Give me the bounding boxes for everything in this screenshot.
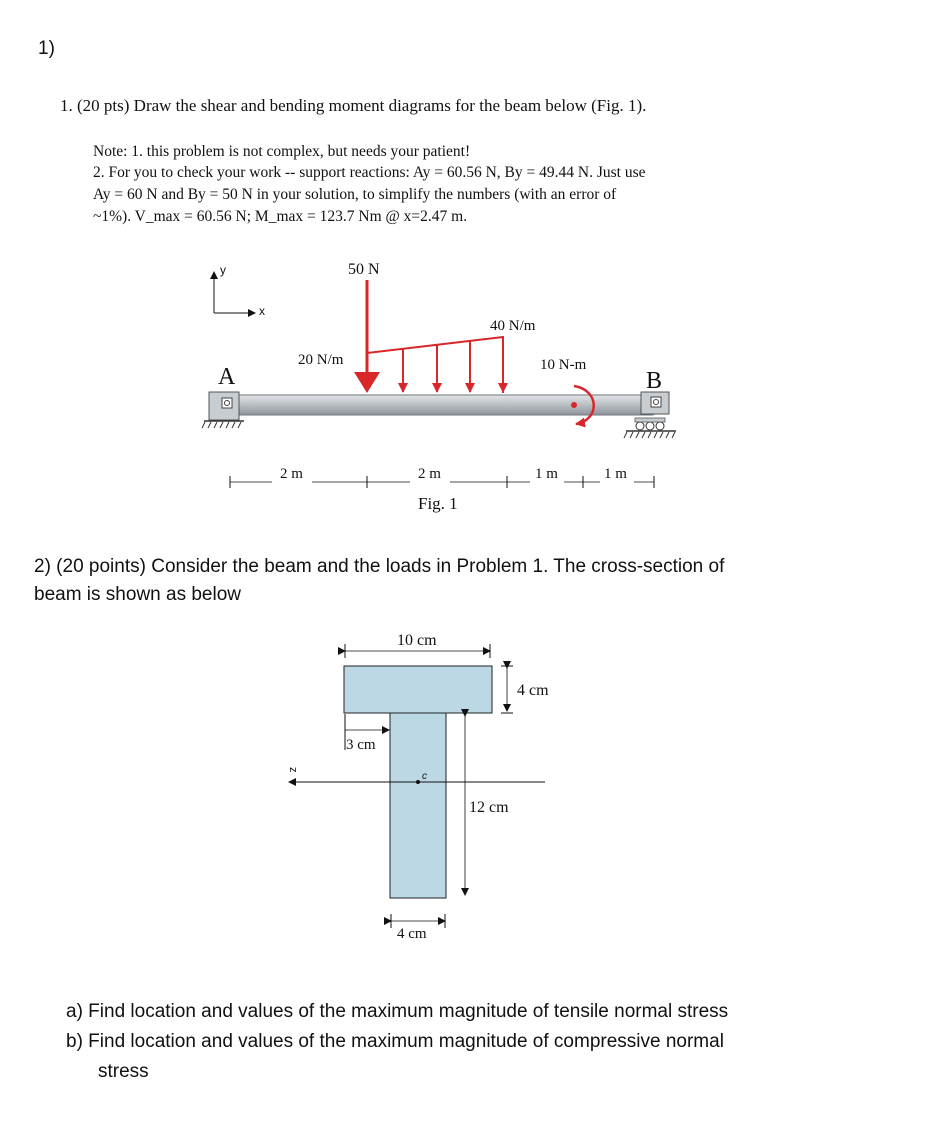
point-load-label: 50 N <box>348 261 380 278</box>
support-b-label: B <box>646 368 663 394</box>
point-load-arrow <box>354 280 380 393</box>
distributed-load <box>367 337 503 393</box>
web-offset-label: 3 cm <box>346 737 376 753</box>
centroid-label: c <box>422 771 427 782</box>
dim-label-2: 2 m <box>418 466 441 482</box>
pin-support-a <box>202 392 244 428</box>
problem-2-line-1: 2) (20 points) Consider the beam and the loads in Problem 1. The cross-section of <box>34 556 725 577</box>
coordinate-axes-icon <box>214 263 265 318</box>
flange-width-label: 10 cm <box>397 632 437 649</box>
web <box>390 713 446 898</box>
fig1-beam-diagram <box>202 261 676 513</box>
question-number-1: 1) <box>38 38 55 59</box>
note-line-1: Note: 1. this problem is not complex, but needs your patient! <box>93 143 471 160</box>
note-line-2: 2. For you to check your work -- support reactions: Ay = 60.56 N, By = 49.44 N. Just use <box>93 164 646 181</box>
flange-thickness-label: 4 cm <box>517 682 549 699</box>
question-b: b) Find location and values of the maximum magnitude of compressive normal <box>66 1031 724 1052</box>
fig1-caption: Fig. 1 <box>418 494 458 513</box>
problem-1-title: 1. (20 pts) Draw the shear and bending moment diagrams for the beam below (Fig. 1). <box>60 96 647 115</box>
dist-load-start-label: 20 N/m <box>298 352 344 368</box>
axis-y-label: y <box>220 263 226 277</box>
note-line-4: ~1%). V_max = 60.56 N; M_max = 123.7 Nm @ x=2.47 m. <box>93 208 468 225</box>
question-a: a) Find location and values of the maximum magnitude of tensile normal stress <box>66 1001 729 1022</box>
support-a-label: A <box>218 364 236 390</box>
axis-z-label: z <box>287 767 299 773</box>
dim-label-1: 2 m <box>280 466 303 482</box>
axis-x-label: x <box>259 304 265 318</box>
dim-label-4: 1 m <box>604 466 627 482</box>
dist-load-end-label: 40 N/m <box>490 318 536 334</box>
flange <box>344 666 492 713</box>
dim-label-3: 1 m <box>535 466 558 482</box>
moment-label: 10 N-m <box>540 357 587 373</box>
problem-2-line-2: beam is shown as below <box>34 584 241 605</box>
web-height-label: 12 cm <box>469 799 509 816</box>
web-width-label: 4 cm <box>397 926 427 942</box>
question-b-continued: stress <box>98 1061 149 1082</box>
centroid-dot <box>416 780 420 784</box>
note-line-3: Ay = 60 N and By = 50 N in your solution, to simplify the numbers (with an error of <box>93 186 617 203</box>
beam <box>215 395 655 415</box>
cross-section-diagram <box>287 632 549 942</box>
